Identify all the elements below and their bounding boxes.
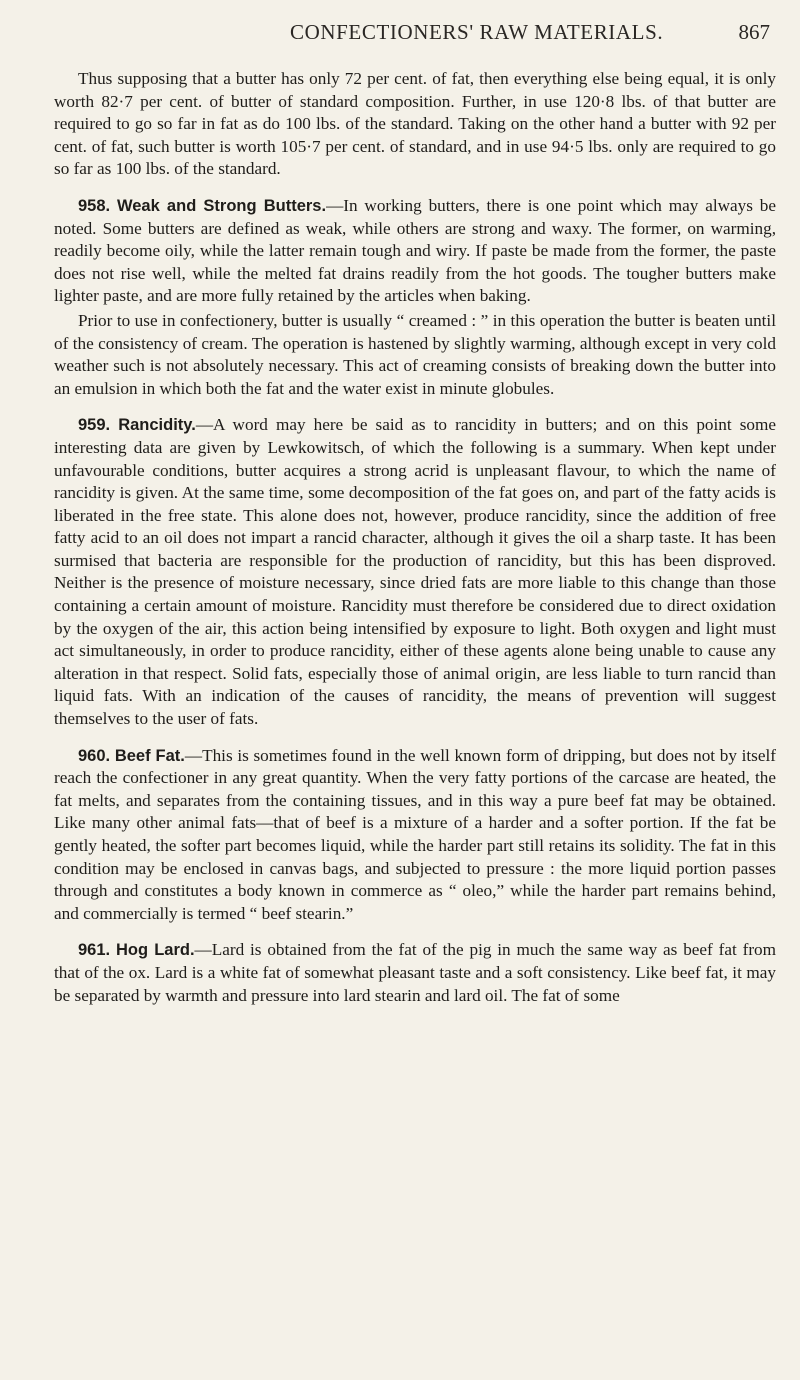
section-title: Hog Lard.	[115, 941, 195, 960]
section-paragraph	[54, 745, 776, 926]
intro-paragraph: Thus supposing that a butter has only 72 per cent. of fat, then everything else being equal, it is only worth 82·7 per cent. of butter of standard composition. Further, in use 120·8 lbs. of that butter are required to go so far in fat as do 100 lbs. of the standard. Taking on the other hand a butter with 92 per cent. of fat, such butter is worth 105·7 per cent. of standard, and in use 94·5 lbs. only are required to go so far as 100 lbs. of the standard.	[54, 69, 776, 179]
page-number: 867	[738, 20, 770, 44]
section-text: —In working butters, there is one point which may always be noted. Some butters are defined as weak, while others are strong and waxy. The former, on warming, readily become oily, while the latter remain tough and wiry. If paste be made from the former, the paste does not rise well, while the melted fat drains readily from the hot goods. The tougher butters make lighter paste, and are more fully retained by the articles when baking.	[54, 195, 776, 306]
section-title: Weak and Strong Butters.	[116, 196, 327, 215]
section-title: Rancidity.	[118, 416, 196, 435]
section-number: 958.	[78, 196, 111, 215]
section-958	[54, 195, 776, 400]
section-paragraph	[54, 939, 776, 1007]
body-text	[54, 68, 776, 1007]
running-title: CONFECTIONERS' RAW MATERIALS.	[290, 20, 664, 44]
section-title: Beef Fat.	[114, 746, 185, 765]
section-text: —This is sometimes found in the well known form of dripping, but does not by itself reach the confectioner in any great quantity. When the very fatty portions of the carcase are heated, the fat melts, and separates from the containing tissues, and in this way a pure beef fat may be obtained. Like many other animal fats—that of beef is a mixture of a harder and a softer portion. If the fat be gently heated, the softer part becomes liquid, while the harder part still retains its solidity. The fat in this condition may be enclosed in canvas bags, and subjected to pressure : the more liquid portion passes through and constitutes a body known in commerce as “ oleo,” while the harder part remains behind, and commercially is termed “ beef stearin.”	[54, 745, 776, 923]
section-960	[54, 745, 776, 926]
section-paragraph: Prior to use in confectionery, butter is usually “ creamed : ” in this operation the butter is beaten until of the consistency of cream. The operation is hastened by slightly warming, although except in very cold weather such is not absolutely necessary. This act of creaming consists of breaking down the butter into an emulsion in which both the fat and the water exist in minute globules.	[54, 310, 776, 398]
section-959	[54, 414, 776, 730]
section-text: —A word may here be said as to rancidity in butters; and on this point some interesting data are given by Lewkowitsch, of which the following is a summary. When kept under unfavourable conditions, butter acquires a strong acrid is unpleasant flavour, to which the name of rancidity is given. At the same time, some decomposition of the fat goes on, and part of the fatty acids is liberated in the free state. This alone does not, however, produce rancidity, since the addition of free fatty acid to an oil does not impart a rancid character, although it gives the oil a sharp taste. It has been surmised that bacteria are responsible for the production of rancidity, but this has been disproved. Neither is the presence of moisture necessary, since dried fats are more liable to this change than those containing a certain amount of moisture. Rancidity must therefore be considered due to direct oxidation by the oxygen of the air, this action being intensified by exposure to light. Both oxygen and light must act simultaneously, in order to produce rancidity, either of these agents alone being unable to cause any alteration in that respect. Solid fats, especially those of animal origin, are less liable to turn rancid than liquid fats. With an indication of the causes of rancidity, the means of prevention will suggest themselves to the user of fats.	[54, 415, 777, 729]
section-paragraph	[54, 195, 776, 308]
page-header	[0, 20, 800, 52]
section-paragraph	[54, 414, 776, 730]
section-number: 961.	[78, 941, 111, 960]
section-number: 960.	[78, 746, 111, 765]
section-text: —Lard is obtained from the fat of the pig in much the same way as beef fat from that of the ox. Lard is a white fat of somewhat pleasant taste and a soft consistency. Like beef fat, it may be separated by warmth and pressure into lard stearin and lard oil. The fat of some	[54, 940, 777, 1005]
section-961	[54, 939, 776, 1007]
section-number: 959.	[78, 416, 111, 435]
